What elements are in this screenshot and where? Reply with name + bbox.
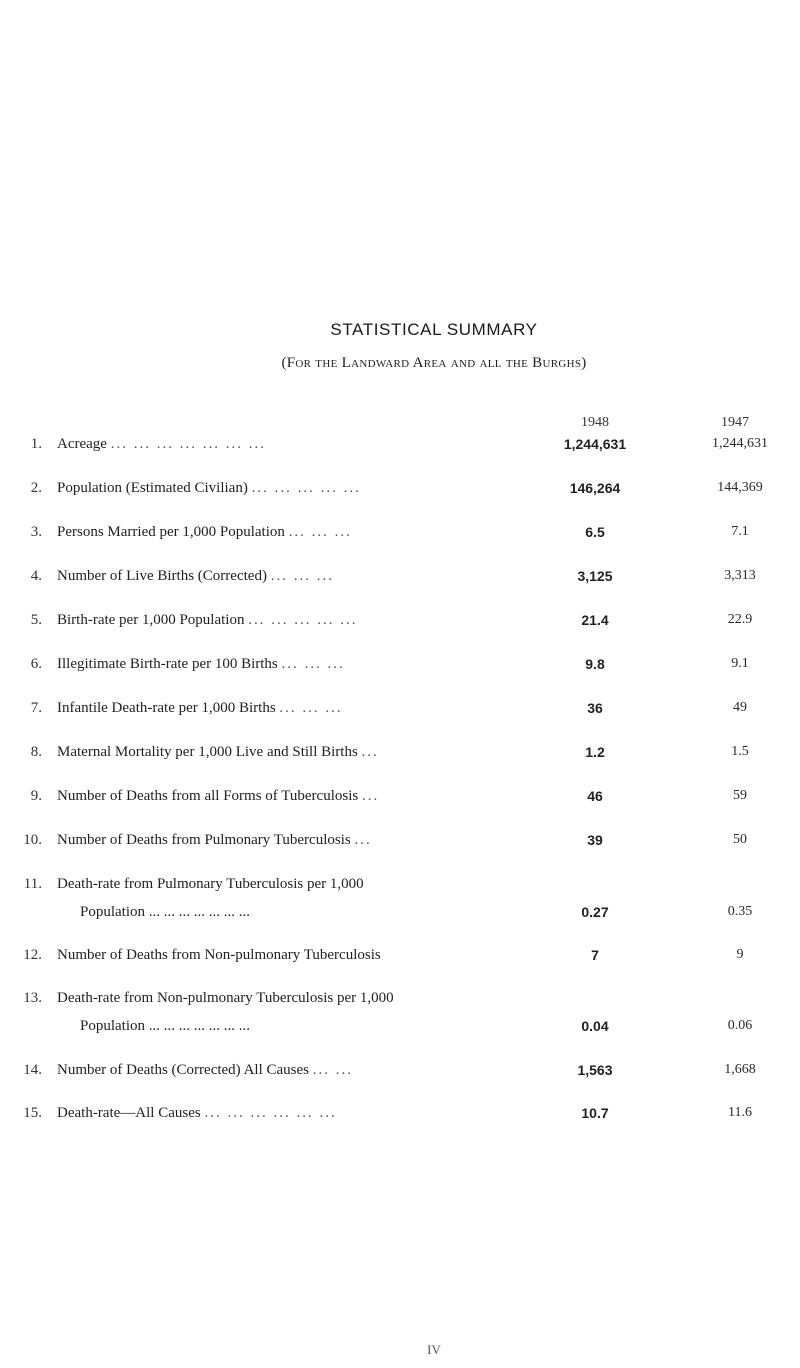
row-label-continuation: Population ... ... ... ... ... ... ... <box>80 1018 251 1034</box>
row-label: Number of Live Births (Corrected) ... ... ... <box>57 568 334 584</box>
row-number: 8. <box>30 744 42 760</box>
value-1947: 11.6 <box>728 1105 752 1120</box>
value-1948: 46 <box>587 788 603 804</box>
row-number: 12. <box>23 947 42 963</box>
row-label: Illegitimate Birth-rate per 100 Births ... ... ... <box>57 656 345 672</box>
value-1948: 3,125 <box>577 568 613 584</box>
row-number: 11. <box>23 876 42 892</box>
value-1948: 6.5 <box>585 524 605 540</box>
row-label-continuation: Population ... ... ... ... ... ... ... <box>80 904 251 920</box>
value-1947: 50 <box>733 832 747 847</box>
value-1947: 3,313 <box>724 568 756 583</box>
row-label: Number of Deaths from Non-pulmonary Tuberculosis <box>57 947 381 963</box>
value-1947: 22.9 <box>727 612 753 627</box>
row-number: 15. <box>23 1105 42 1121</box>
value-1948: 146,264 <box>569 480 621 496</box>
value-1948: 21.4 <box>581 612 609 628</box>
row-label: Death-rate—All Causes ... ... ... ... ... ... <box>57 1105 337 1121</box>
value-1948: 0.27 <box>581 904 609 920</box>
value-1948: 7 <box>591 947 599 963</box>
page-number: IV <box>427 1342 441 1357</box>
value-1947: 1,244,631 <box>712 436 768 451</box>
row-label: Birth-rate per 1,000 Population ... ... ... ... ... <box>57 612 358 628</box>
row-label: Number of Deaths from Pulmonary Tuberculosis ... <box>57 832 372 848</box>
row-number: 10. <box>23 832 42 848</box>
value-1947: 59 <box>733 788 747 803</box>
row-number: 9. <box>30 788 42 804</box>
row-label: Persons Married per 1,000 Population ... ... ... <box>57 524 352 540</box>
row-label: Death-rate from Pulmonary Tuberculosis per 1,000 <box>57 876 364 892</box>
row-label: Number of Deaths from all Forms of Tuberculosis ... <box>57 788 380 804</box>
value-1948: 36 <box>587 700 603 716</box>
value-1948: 9.8 <box>585 656 605 672</box>
value-1947: 7.1 <box>731 524 749 539</box>
value-1948: 1,563 <box>577 1062 613 1078</box>
row-number: 1. <box>30 436 42 452</box>
row-label: Acreage ... ... ... ... ... ... ... <box>57 436 266 452</box>
value-1947: 0.35 <box>727 904 753 919</box>
value-1948: 39 <box>587 832 603 848</box>
value-1948: 1,244,631 <box>563 436 627 452</box>
value-1947: 0.06 <box>727 1018 753 1033</box>
row-label: Number of Deaths (Corrected) All Causes ... ... <box>57 1062 354 1078</box>
value-1947: 49 <box>733 700 747 715</box>
value-1947: 1,668 <box>724 1062 756 1077</box>
value-1948: 0.04 <box>581 1018 609 1034</box>
row-number: 13. <box>23 990 42 1006</box>
row-number: 2. <box>30 480 42 496</box>
row-number: 14. <box>23 1062 42 1078</box>
row-label: Death-rate from Non-pulmonary Tuberculosis per 1,000 <box>57 990 394 1006</box>
value-1948: 10.7 <box>581 1105 609 1121</box>
row-number: 6. <box>30 656 42 672</box>
value-1947: 1.5 <box>731 744 749 759</box>
row-label: Population (Estimated Civilian) ... ... ... ... ... <box>57 480 361 496</box>
column-header-1947: 1947 <box>721 415 749 430</box>
column-header-1948: 1948 <box>581 415 609 430</box>
value-1947: 9.1 <box>731 656 749 671</box>
row-number: 4. <box>30 568 42 584</box>
row-number: 3. <box>30 524 42 540</box>
row-number: 5. <box>30 612 42 628</box>
value-1947: 144,369 <box>717 480 763 495</box>
value-1948: 1.2 <box>585 744 605 760</box>
page-subtitle: (For the Landward Area and all the Burghs) <box>281 355 587 371</box>
row-number: 7. <box>30 700 42 716</box>
value-1947: 9 <box>736 947 744 962</box>
page-title: STATISTICAL SUMMARY <box>330 320 538 339</box>
row-label: Infantile Death-rate per 1,000 Births ... ... ... <box>57 700 343 716</box>
row-label: Maternal Mortality per 1,000 Live and Still Births ... <box>57 744 379 760</box>
